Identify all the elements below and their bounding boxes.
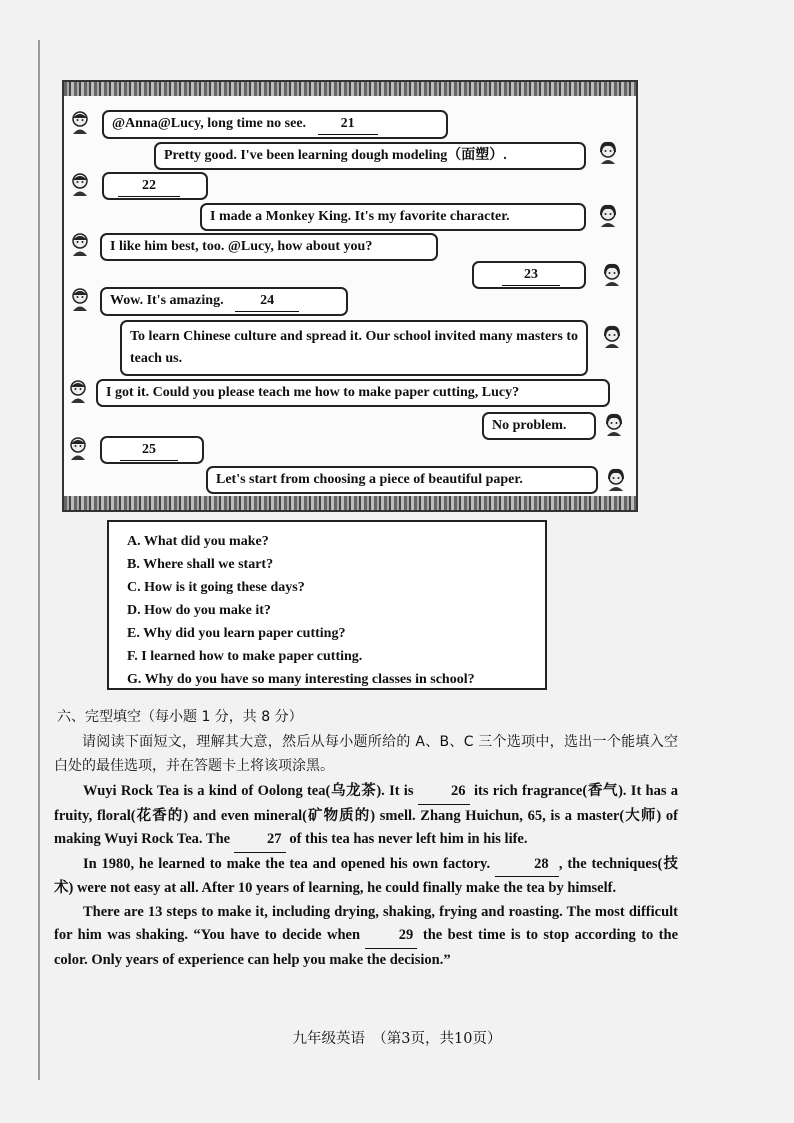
option-a: A. What did you make? <box>127 534 269 549</box>
boy-avatar-icon <box>70 172 90 196</box>
p1-text-a: Wuyi Rock Tea is a kind of Oolong tea(乌龙茶). It is <box>83 783 414 799</box>
chat-message-8-text: To learn Chinese culture and spread it. Our school invited many masters to teach us. <box>130 329 578 366</box>
option-d: D. How do you make it? <box>127 603 271 618</box>
option-g: G. Why do you have so many interesting classes in school? <box>127 672 475 687</box>
chat-message-4-text: I made a Monkey King. It's my favorite character. <box>210 209 510 224</box>
p1-text-c: of this tea has never left him in his life. <box>289 831 528 847</box>
blank-22: 22 <box>118 176 180 197</box>
instruction-text: 请阅读下面短文，理解其大意，然后从每小题所给的 A、B、C 三个选项中，选出一个能填入空白处的最佳选项，并在答题卡上将该项涂黑。 <box>54 734 678 774</box>
chat-message-12 <box>206 466 598 494</box>
p3-text-a: There are 13 steps to make it, including drying, shaking, frying and roasting. The most difficult for him was shaking. “You have to decide when <box>54 903 678 943</box>
chat-message-5 <box>100 233 438 261</box>
passage-paragraph-1 <box>54 780 678 853</box>
blank-21: 21 <box>318 114 378 135</box>
chat-message-12-text: Let's start from choosing a piece of beautiful paper. <box>216 472 523 487</box>
chat-message-6 <box>472 261 586 289</box>
chat-message-1-text: @Anna@Lucy, long time no see. <box>112 116 307 131</box>
blank-24: 24 <box>235 291 299 312</box>
girl-avatar-icon <box>598 203 618 227</box>
p2-text-a: In 1980, he learned to make the tea and opened his own factory. <box>83 855 491 872</box>
chat-box <box>62 80 638 512</box>
boy-avatar-icon <box>68 436 88 460</box>
chat-message-7-text: Wow. It's amazing. <box>110 293 224 308</box>
p1-text-b: its rich fragrance(香气). It has a fruity, floral(花香的) and even mineral(矿物质的) smell. Zhang Huichun, 65, is a master(大师) of making Wuyi Rock Tea. The <box>54 783 679 847</box>
option-b: B. Where shall we start? <box>127 557 274 572</box>
blank-25: 25 <box>120 440 178 461</box>
girl-avatar-icon <box>606 467 626 491</box>
passage <box>54 780 678 972</box>
section-instruction <box>54 730 678 778</box>
p2-text-b: , the techniques(技术) were not easy at all. After 10 years of learning, he could finally make the tea by himself. <box>54 855 678 896</box>
chat-bottom-bar <box>64 496 636 510</box>
chat-message-9 <box>96 379 610 407</box>
blank-26: 26 <box>418 780 470 805</box>
girl-avatar-icon <box>598 140 618 164</box>
option-e: E. Why did you learn paper cutting? <box>127 626 346 641</box>
chat-top-bar <box>64 82 636 96</box>
girl-avatar-icon <box>602 262 622 286</box>
option-c: C. How is it going these days? <box>127 580 305 595</box>
blank-23: 23 <box>502 265 560 286</box>
chat-message-8 <box>120 320 588 376</box>
boy-avatar-icon <box>70 232 90 256</box>
chat-message-3 <box>102 172 208 200</box>
chat-message-4 <box>200 203 586 231</box>
chat-message-1 <box>102 110 448 139</box>
boy-avatar-icon <box>70 287 90 311</box>
blank-27: 27 <box>234 828 286 853</box>
page-footer: 九年级英语 （第3页，共10页） <box>292 1031 502 1047</box>
option-f: F. I learned how to make paper cutting. <box>127 649 363 664</box>
passage-paragraph-3 <box>54 901 678 973</box>
passage-paragraph-2 <box>54 853 678 901</box>
section-title: 六、完型填空（每小题 1 分，共 8 分） <box>57 709 303 725</box>
boy-avatar-icon <box>68 379 88 403</box>
chat-message-9-text: I got it. Could you please teach me how to make paper cutting, Lucy? <box>106 385 520 400</box>
chat-message-2 <box>154 142 586 170</box>
chat-message-2-text: Pretty good. I've been learning dough modeling（面塑）. <box>164 148 507 163</box>
blank-28: 28 <box>495 853 559 878</box>
chat-message-10-text: No problem. <box>492 418 567 433</box>
chat-message-5-text: I like him best, too. @Lucy, how about you? <box>110 239 373 254</box>
blank-29: 29 <box>365 924 417 949</box>
p3-text-b: the best time is to stop according to the color. Only years of experience can help you make the decision.” <box>54 927 679 968</box>
chat-message-10 <box>482 412 596 440</box>
chat-message-7 <box>100 287 348 316</box>
chat-message-11 <box>100 436 204 464</box>
page-edge <box>38 40 40 1080</box>
options-box <box>107 520 547 690</box>
girl-avatar-icon <box>602 324 622 348</box>
girl-avatar-icon <box>604 412 624 436</box>
boy-avatar-icon <box>70 110 90 134</box>
